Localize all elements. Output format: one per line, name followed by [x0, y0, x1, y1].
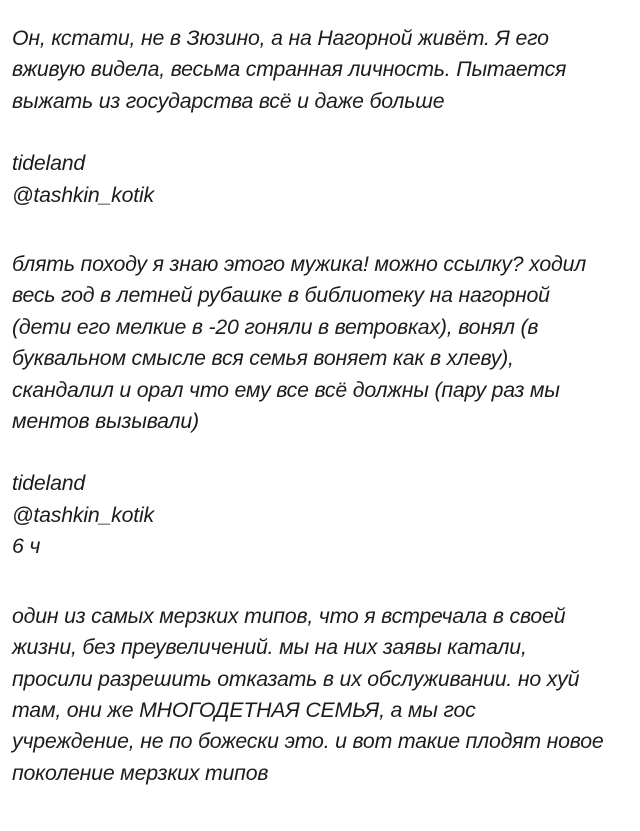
text-line: вживую видела, весьма странная личность. Пытается: [12, 57, 567, 82]
post-thread: [12, 23, 634, 789]
post-text-2: [12, 249, 634, 437]
text-line: ментов вызывали): [12, 409, 199, 434]
text-line: Он, кстати, не в Зюзино, а на Нагорной живёт. Я его: [12, 26, 549, 50]
text-line: весь год в летней рубашке в библиотеку на нагорной: [12, 283, 550, 308]
text-line: один из самых мерзких типов, что я встречала в своей: [12, 603, 566, 628]
text-line: поколение мерзких типов: [12, 760, 269, 785]
text-line: учреждение, не по божески это. и вот такие плодят новое: [12, 729, 604, 754]
reply-mention[interactable]: @tashkin_kotik: [12, 502, 154, 527]
post-meta-3: [12, 468, 634, 562]
reply-mention[interactable]: @tashkin_kotik: [12, 182, 154, 207]
text-line: там, они же МНОГОДЕТНАЯ СЕМЬЯ, а мы гос: [12, 697, 476, 722]
text-line: выжать из государства всё и даже больше: [12, 88, 445, 113]
post-text-3: [12, 601, 634, 789]
text-line: скандалил и орал что ему все всё должны (пару раз мы: [12, 377, 560, 402]
text-line: (дети его мелкие в -20 гоняли в ветровках), вонял (в: [12, 314, 539, 339]
timestamp: 6 ч: [12, 534, 41, 559]
blog-name[interactable]: tideland: [12, 471, 86, 496]
text-line: просили разрешить отказать в их обслуживании. но хуй: [12, 666, 580, 691]
text-line: блять походу я знаю этого мужика! можно ссылку? ходил: [12, 252, 587, 277]
text-line: жизни, без преувеличений. мы на них заявы катали,: [12, 635, 527, 660]
text-line: буквальном смысле вся семья воняет как в хлеву),: [12, 346, 514, 371]
blog-name[interactable]: tideland: [12, 151, 86, 176]
post-meta-2: [12, 148, 634, 211]
post-text-1: [12, 23, 634, 117]
